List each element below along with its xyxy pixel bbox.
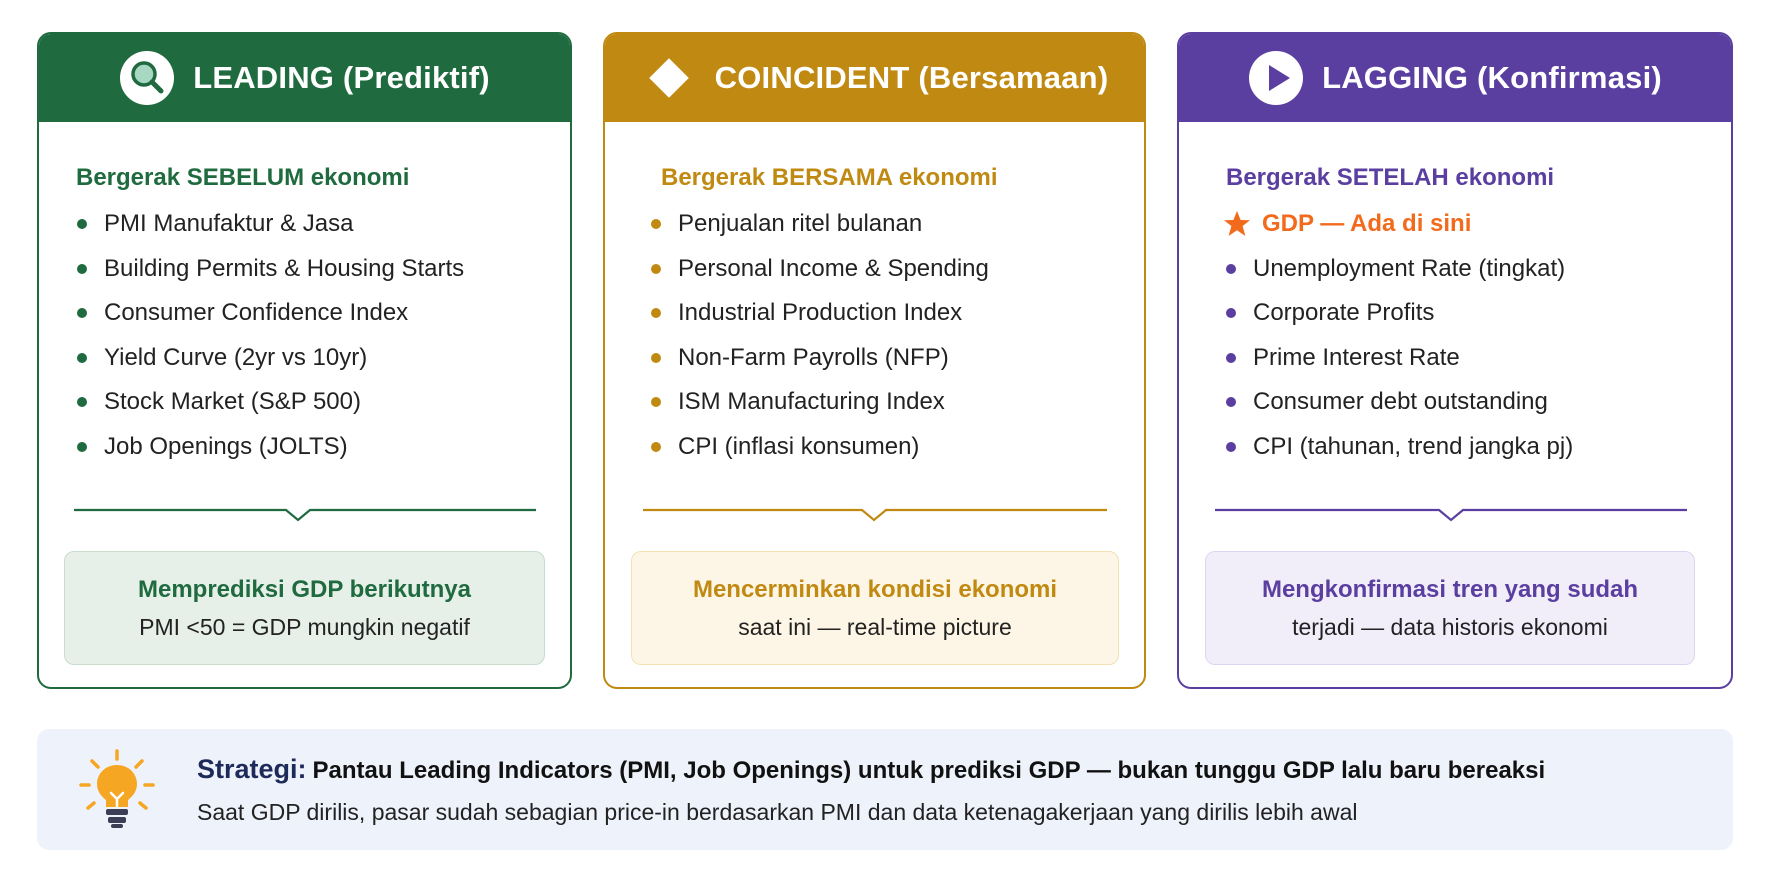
strategy-headline-text: Pantau Leading Indicators (PMI, Job Openings) untuk prediksi GDP — bukan tunggu GDP lalu baru bereaksi	[312, 757, 1546, 784]
list-item: Corporate Profits	[1226, 291, 1573, 336]
strategy-headline	[197, 754, 1545, 785]
list-item: Yield Curve (2yr vs 10yr)	[77, 336, 464, 381]
gdp-highlight-item: GDP — Ada di sini	[1226, 202, 1573, 247]
strategy-banner	[37, 729, 1733, 850]
summary-text: terjadi — data historis ekonomi	[1292, 613, 1608, 640]
coincident-indicator-list	[651, 202, 989, 469]
bullet-icon	[1226, 264, 1236, 274]
bullet-icon	[1226, 308, 1236, 318]
bullet-icon	[651, 264, 661, 274]
leading-subtitle: Bergerak SEBELUM ekonomi	[76, 164, 410, 191]
play-icon	[1248, 50, 1304, 106]
list-item: Industrial Production Index	[651, 291, 989, 336]
list-item: Consumer debt outstanding	[1226, 380, 1573, 425]
leading-card	[37, 32, 572, 689]
divider-arrow	[643, 508, 1107, 522]
bullet-icon	[651, 442, 661, 452]
coincident-subtitle: Bergerak BERSAMA ekonomi	[661, 164, 998, 191]
bullet-icon	[77, 353, 87, 363]
lagging-indicator-list	[1226, 202, 1573, 469]
list-item: PMI Manufaktur & Jasa	[77, 202, 464, 247]
bullet-icon	[1226, 442, 1236, 452]
leading-summary-box	[64, 551, 545, 665]
coincident-card-title: COINCIDENT (Bersamaan)	[714, 60, 1109, 95]
lightbulb-icon	[79, 749, 155, 829]
bullet-icon	[651, 219, 661, 229]
bullet-icon	[651, 397, 661, 407]
summary-title: Mengkonfirmasi tren yang sudah	[1261, 575, 1639, 603]
lagging-subtitle: Bergerak SETELAH ekonomi	[1226, 164, 1555, 191]
bullet-icon	[77, 397, 87, 407]
magnifier-icon	[119, 50, 175, 106]
list-item: ISM Manufacturing Index	[651, 380, 989, 425]
bullet-icon	[1226, 397, 1236, 407]
diamond-icon	[641, 50, 697, 106]
strategy-detail: Saat GDP dirilis, pasar sudah sebagian price-in berdasarkan PMI dan data ketenagakerjaan yang dirilis lebih awal	[197, 799, 1358, 825]
bullet-icon	[651, 353, 661, 363]
summary-text: saat ini — real-time picture	[738, 613, 1012, 640]
bullet-icon	[77, 219, 87, 229]
list-item: CPI (inflasi konsumen)	[651, 425, 989, 470]
list-item: Consumer Confidence Index	[77, 291, 464, 336]
lagging-card	[1177, 32, 1733, 689]
strategy-label: Strategi:	[197, 754, 307, 784]
lagging-card-title: LAGGING (Konfirmasi)	[1322, 60, 1662, 95]
list-item: Stock Market (S&P 500)	[77, 380, 464, 425]
list-item: Penjualan ritel bulanan	[651, 202, 989, 247]
list-item: Building Permits & Housing Starts	[77, 247, 464, 292]
bullet-icon	[77, 264, 87, 274]
list-item: Non-Farm Payrolls (NFP)	[651, 336, 989, 381]
divider-arrow	[1215, 508, 1687, 522]
coincident-card	[603, 32, 1146, 689]
bullet-icon	[77, 308, 87, 318]
star-icon	[1222, 209, 1252, 239]
list-item: Unemployment Rate (tingkat)	[1226, 247, 1573, 292]
list-item: CPI (tahunan, trend jangka pj)	[1226, 425, 1573, 470]
leading-card-title: LEADING (Prediktif)	[193, 60, 490, 95]
leading-card-header	[39, 34, 570, 122]
list-item: Job Openings (JOLTS)	[77, 425, 464, 470]
coincident-summary-box	[631, 551, 1119, 665]
leading-indicator-list	[77, 202, 464, 469]
summary-text: PMI <50 = GDP mungkin negatif	[139, 613, 470, 640]
lagging-card-header	[1179, 34, 1731, 122]
bullet-icon	[1226, 353, 1236, 363]
bullet-icon	[77, 442, 87, 452]
list-item: Prime Interest Rate	[1226, 336, 1573, 381]
list-item: Personal Income & Spending	[651, 247, 989, 292]
bullet-icon	[651, 308, 661, 318]
divider-arrow	[74, 508, 536, 522]
coincident-card-header	[605, 34, 1144, 122]
lagging-summary-box	[1205, 551, 1695, 665]
summary-title: Memprediksi GDP berikutnya	[138, 575, 471, 603]
summary-title: Mencerminkan kondisi ekonomi	[692, 575, 1058, 603]
